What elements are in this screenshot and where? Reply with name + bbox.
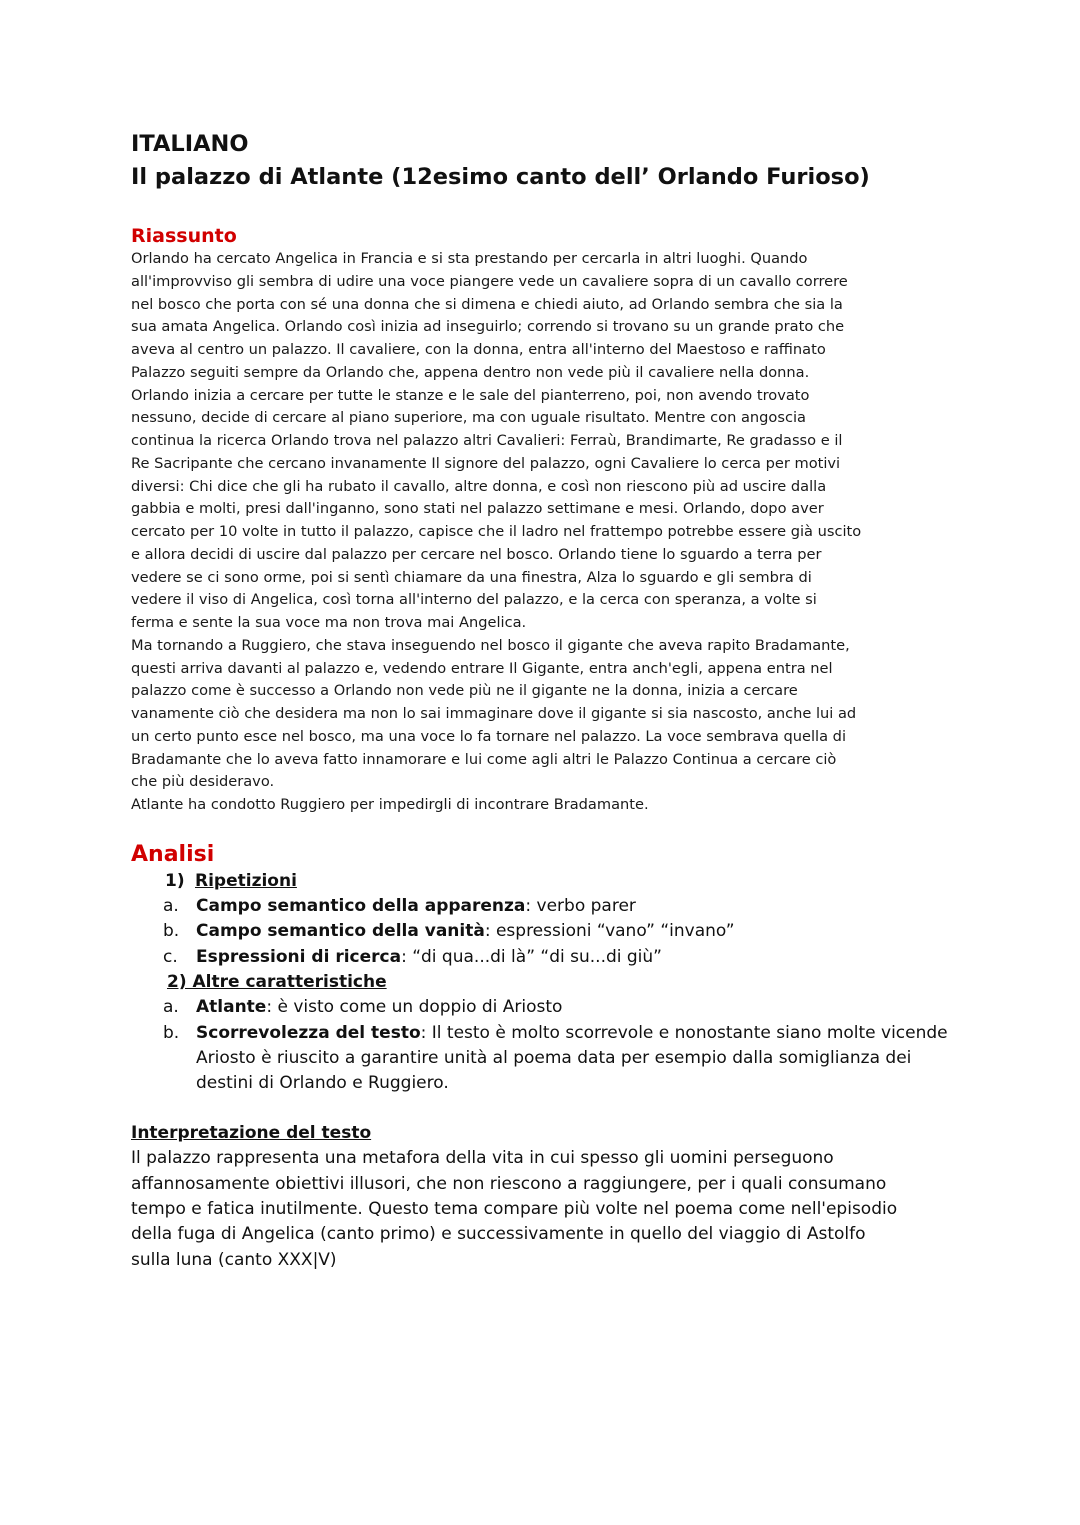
list-item-term: Scorrevolezza del testo xyxy=(196,1022,421,1043)
list-item-term: Campo semantico della apparenza xyxy=(196,896,526,917)
summary-heading: Riassunto xyxy=(131,225,237,247)
list-item-text: : è visto come un doppio di Ariosto xyxy=(266,997,563,1018)
list-item-label: c. xyxy=(163,946,178,967)
interpretation-heading: Interpretazione del testo xyxy=(131,1123,372,1144)
list-item-label: b. xyxy=(163,921,180,942)
list-item-text: : espressioni “vano” “invano” xyxy=(484,921,735,942)
section1-number: 1) xyxy=(165,870,185,891)
list-item-term: Espressioni di ricerca xyxy=(196,946,402,967)
summary-text: Orlando ha cercato Angelica in Francia e si sta prestando per cercarla in altri luoghi. Quando all'improvviso gli sembra di udire una voce piangere vede un cavaliere sopra di un cavallo correre nel bosco che porta con sé una donna che si dimena e chiedi aiuto, ad Orlando sembra che sia la sua amata Angelica. Orlando così inizia ad inseguirlo; correndo si trovano su un grande prato che aveva al centro un palazzo. Il cavaliere, con la donna, entra all'interno del Maestoso e raffinato Palazzo seguiti sempre da Orlando che, appena dentro non vede più il cavaliere nella donna. Orlando inizia a cercare per tutte le stanze e le sale del pianterreno, poi, non avendo trovato nessuno, decide di cercare al piano superiore, ma con uguale risultato. Mentre con angoscia continua la ricerca Orlando trova nel palazzo altri Cavalieri: Ferraù, Brandimarte, Re gradasso e il Re Sacripante che cercano invanamente Il signore del palazzo, ogni Cavaliere lo cerca per motivi diversi: Chi dice che gli ha rubato il cavallo, altre donna, e così non riescono più ad uscire dalla gabbia e molti, presi dall'inganno, sono stati nel palazzo settimane e mesi. Orlando, dopo aver cercato per 10 volte in tutto il palazzo, capisce che il ladro nel frattempo potrebbe essere già uscito e allora decidi di uscire dal palazzo per cercare nel bosco. Orlando tiene lo sguardo a terra per vedere se ci sono orme, poi si sentì chiamare da una finestra, Alza lo sguardo e gli sembra di vedere il viso di Angelica, così torna all'interno del palazzo, e la cerca con speranza, a volte si ferma e sente la sua voce ma non trova mai Angelica. Ma tornando a Ruggiero, che stava inseguendo nel bosco il gigante che aveva rapito Bradamante, questi arriva davanti al palazzo e, vedendo entrare Il Gigante, entra anch'egli, appena entra nel palazzo come è successo a Orlando non vede più ne il gigante ne la donna, inizia a cercare vanamente ciò che desidera ma non lo sai immaginare dove il gigante si sia nascosto, anche lui ad un certo punto esce nel bosco, ma una voce lo fa tornare nel palazzo. La voce sembrava quella di Bradamante che lo aveva fatto innamorare e lui come agli altri le Palazzo Continua a cercare ciò che più desideravo. Atlante ha condotto Ruggiero per impedirgli di incontrare Bradamante. xyxy=(131,250,862,813)
section2-heading: 2) Altre caratteristiche xyxy=(167,971,387,992)
list-item xyxy=(163,1021,961,1097)
list-item xyxy=(163,919,961,944)
list-item-term: Campo semantico della vanità xyxy=(196,921,485,942)
analysis-heading: Analisi xyxy=(131,841,215,867)
document-title: Il palazzo di Atlante (12esimo canto dell’ Orlando Furioso) xyxy=(131,164,870,190)
subject-heading: ITALIANO xyxy=(131,131,249,157)
list-item xyxy=(163,945,961,970)
list-item xyxy=(163,995,961,1020)
list-item-text: : verbo parer xyxy=(525,896,636,917)
interpretation-text: Il palazzo rappresenta una metafora della vita in cui spesso gli uomini perseguono affannosamente obiettivi illusori, che non riescono a raggiungere, per i quali consumano tempo e fatica inutilmente. Questo tema compare più volte nel poema come nell'episodio della fuga di Angelica (canto primo) e successivamente in quello del viaggio di Astolfo sulla luna (canto XXX|V) xyxy=(131,1148,898,1270)
list-item-label: a. xyxy=(163,997,179,1018)
list-item xyxy=(163,894,961,919)
list-item-term: Atlante xyxy=(196,997,267,1018)
document-page xyxy=(131,128,961,1273)
section1-heading xyxy=(165,869,961,894)
list-item-label: a. xyxy=(163,896,179,917)
list-item-text: : Il testo è molto scorrevole e nonostante siano molte vicende Ariosto è riuscito a garantire unità al poema data per esempio dalla somiglianza dei destini di Orlando e Ruggiero. xyxy=(196,1022,948,1094)
analysis-section xyxy=(131,869,961,1097)
section1-title: Ripetizioni xyxy=(195,870,297,891)
list-item-text: : “di qua...di là” “di su...di giù” xyxy=(401,946,662,967)
list-item-label: b. xyxy=(163,1022,180,1043)
